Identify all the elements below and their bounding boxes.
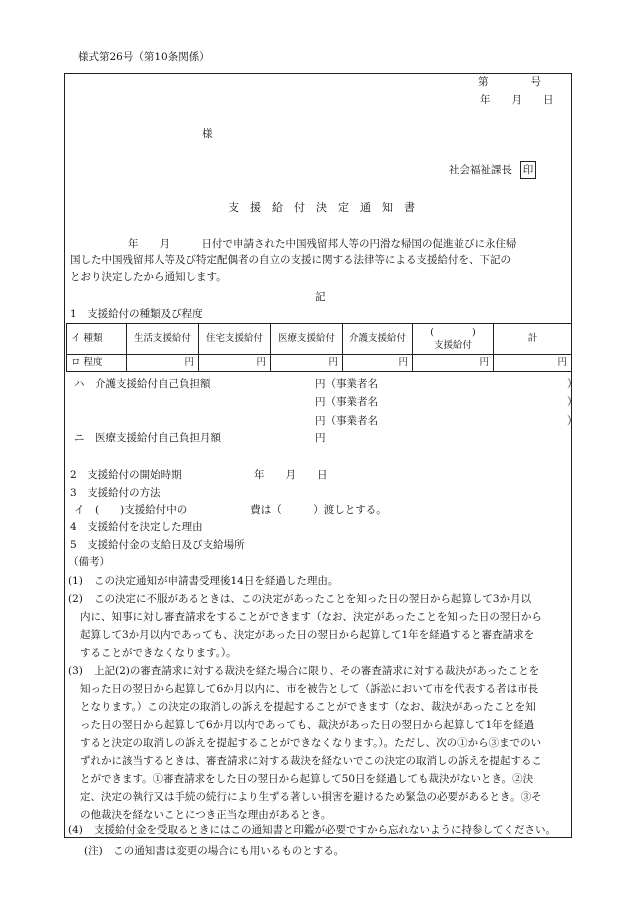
amount-cell: 円	[413, 355, 494, 372]
amount-cell: 円	[199, 355, 271, 372]
ha-line-3: 円（事業者名 ）	[315, 415, 578, 427]
date-label: 年 月 日	[480, 94, 554, 106]
section3-label: 3 支援給付の方法	[70, 487, 161, 499]
number-label: 第 号	[478, 76, 541, 88]
intro-line-1: 年 月 日付で申請された中国残留邦人等の円滑な帰国の促進並びに永住帰	[128, 238, 517, 250]
note-3-line: とができます。①審査請求をした日の翌日から起算して50日を経過しても裁決がないとき。②決	[80, 773, 534, 785]
note-3-line: った日の翌日から起算して6か月以内であっても、裁決があった日の翌日から起算して1年を経過	[80, 719, 535, 731]
note-3-line: の他裁決を経ないことにつき正当な理由があるとき。	[80, 809, 332, 821]
note-3-line: 知った日の翌日から起算して6か月以内に、市を被告として（訴訟において市を代表する者は市長	[80, 683, 539, 695]
section5-label: 5 支援給付金の支給日及び支給場所	[70, 539, 245, 551]
type-care: 介護支援給付	[343, 324, 413, 355]
intro-line-3: とおり決定したから通知します。	[70, 271, 227, 283]
section2-date: 年 月 日	[254, 469, 328, 481]
form-id: 様式第26号（第10条関係）	[78, 51, 210, 63]
type-other-label: 支援給付	[433, 339, 472, 351]
type-medical: 医療支援給付	[271, 324, 343, 355]
note-1-line: この決定通知が申請書受理後14日を経過した理由。	[94, 575, 339, 587]
note-2-num: (2)	[68, 593, 83, 605]
ni-unit: 円	[315, 432, 326, 444]
type-living: 生活支援給付	[127, 324, 199, 355]
ha-label: ハ 介護支援給付自己負担額	[74, 378, 211, 390]
note-2-line: 起算して3か月以内であっても、決定があった日の翌日から起算して1年を経過すると審査請求を	[80, 629, 535, 641]
issuer: 社会福祉課長	[449, 164, 512, 176]
seal-box: 印	[520, 161, 536, 179]
ki-mark: 記	[315, 291, 326, 303]
section4-label: 4 支援給付を決定した理由	[70, 521, 203, 533]
issuer-line	[449, 161, 536, 179]
note-3-num: (3)	[68, 665, 83, 677]
note-4-line: 支援給付金を受取るときにはこの通知書と印鑑が必要ですから忘れないように持参してください。	[94, 824, 556, 836]
document-title: 支 援 給 付 決 定 通 知 書	[228, 201, 415, 214]
footnote: (注) この通知書は変更の場合にも用いるものとする。	[84, 845, 345, 857]
note-3-line: すると決定の取消しの訴えを提起することができなくなります。）。ただし、次の①から③までのい	[80, 737, 542, 749]
note-3-line: 定、決定の執行又は手続の続行により生ずる著しい損害を避けるため緊急の必要があるとき。③そ	[80, 791, 542, 803]
section2-label: 2 支援給付の開始時期	[70, 469, 182, 481]
type-housing: 住宅支援給付	[199, 324, 271, 355]
addressee-suffix: 様	[202, 128, 213, 140]
remarks-label: （備考）	[68, 556, 110, 568]
section3-line: イ ( )支援給付中の 費は（ ）渡しとする。	[74, 504, 387, 516]
note-1-num: (1)	[68, 575, 83, 587]
intro-line-2: 国した中国残留邦人等及び特定配偶者の自立の支援に関する法律等による支援給付を、下記の	[70, 254, 511, 266]
note-2-line: この決定に不服があるときは、この決定があったことを知った日の翌日から起算して3か月以	[94, 593, 532, 605]
note-3-line: 上記(2)の審査請求に対する裁決を経た場合に限り、その審査請求に対する裁決があったことを	[94, 665, 540, 677]
note-2-line: 内に、知事に対し審査請求をすることができます（なお、決定があったことを知った日の翌日から	[80, 611, 542, 623]
ha-line-1: 円（事業者名 ）	[315, 378, 578, 390]
type-other	[413, 324, 494, 355]
note-3-line: ずれかに該当するときは、審査請求に対する裁決を経ないでこの決定の取消しの訴えを提起するこ	[80, 755, 542, 767]
amount-cell: 円	[271, 355, 343, 372]
ha-line-2: 円（事業者名 ）	[315, 396, 578, 408]
note-4-num: (4)	[68, 824, 83, 836]
type-total: 計	[494, 324, 572, 355]
section1-heading: 1 支援給付の種類及び程度	[70, 308, 203, 320]
ni-label: ニ 医療支援給付自己負担月額	[74, 432, 221, 444]
row-label-type: イ 種類	[67, 324, 127, 355]
note-3-line: となります。）この決定の取消しの訴えを提起することができます（なお、裁決があったことを知	[80, 701, 536, 713]
benefit-table	[66, 323, 572, 372]
amount-cell: 円	[127, 355, 199, 372]
amount-cell: 円	[343, 355, 413, 372]
amount-cell: 円	[494, 355, 572, 372]
note-2-line: することができなくなります。）。	[80, 647, 237, 659]
type-other-paren: ( )	[430, 327, 476, 338]
row-label-degree: ロ 程度	[67, 355, 127, 372]
